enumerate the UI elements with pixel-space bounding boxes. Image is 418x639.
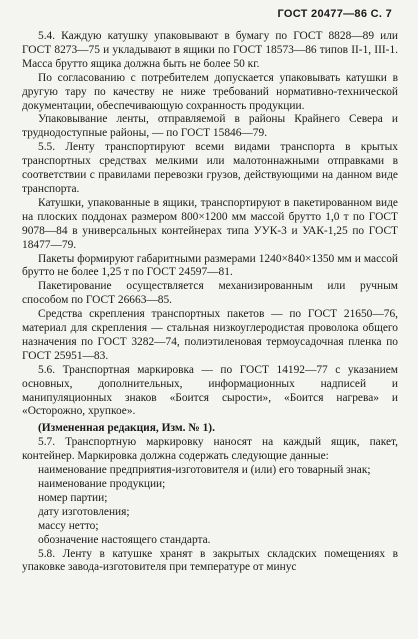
paragraph: Пакеты формируют габаритными размерами 1240×840×1350 мм и массой брутто не более 1,25 т по ГОСТ 24597—81. (22, 252, 398, 279)
list-item: обозначение настоящего стандарта. (38, 533, 211, 546)
amendment-note: (Измененная редакция, Изм. № 1). (38, 422, 215, 435)
list-item: массу нетто; (38, 519, 99, 532)
list-item: номер партии; (38, 491, 108, 504)
paragraph: Упаковывание ленты, отправляемой в районы Крайнего Севера и труднодоступные районы, — по ГОСТ 15846—79. (22, 113, 398, 140)
clause-5-8: 5.8. Ленту в катушке хранят в закрытых складских помещениях в упаковке завода-изготовителя при температуре от минус (22, 547, 398, 574)
clause-5-7: 5.7. Транспортную маркировку наносят на каждый ящик, пакет, контейнер. Маркировка должна содержать следующие данные: (22, 436, 398, 463)
clause-5-6: 5.6. Транспортная маркировка — по ГОСТ 14192—77 с указанием основных, дополнительных, информационных надписей и манипуляционных знаков «Боится сырости», «Боится нагрева» и «Осторожно, хрупкое». (22, 363, 398, 418)
paragraph: По согласованию с потребителем допускается упаковывать катушки в другую тару по качеству не ниже требований нормативно-технической документации, обеспечивающую сохранность продукции. (22, 71, 398, 112)
list-item: дату изготовления; (38, 505, 130, 518)
paragraph: Катушки, упакованные в ящики, транспортируют в пакетированном виде на плоских поддонах размером 800×1200 мм массой брутто 1,0 т по ГОСТ 9078—84 в универсальных контейнерах типа УУК-3 и УАК-1,25 по ГОСТ 18477—79. (22, 196, 398, 251)
paragraph: Средства скрепления транспортных пакетов — по ГОСТ 21650—76, материал для скрепления — стальная низкоуглеродистая проволока общего назначения по ГОСТ 3282—74, полиэтиленовая термоусадочная пленка по ГОСТ 25951—83. (22, 308, 398, 362)
list-item: наименование предприятия-изготовителя и (или) его товарный знак; (38, 464, 371, 477)
paragraph: Пакетирование осуществляется механизированным или ручным способом по ГОСТ 26663—85. (22, 280, 398, 307)
clause-5-4: 5.4. Каждую катушку упаковывают в бумагу по ГОСТ 8828—89 или ГОСТ 8273—75 и укладывают в ящики по ГОСТ 18573—86 типов II-1, III-1. Масса брутто ящика должна быть не более 50 кг. (22, 30, 398, 70)
page-header: ГОСТ 20477—86 С. 7 (277, 8, 392, 20)
document-body (22, 30, 398, 575)
clause-5-5: 5.5. Ленту транспортируют всеми видами транспорта в крытых транспортных средствах мелкими или малотоннажными отправками в соответствии с правилами перевозки грузов, действующими на данном виде транспорта. (22, 141, 398, 195)
list-item: наименование продукции; (38, 478, 166, 490)
